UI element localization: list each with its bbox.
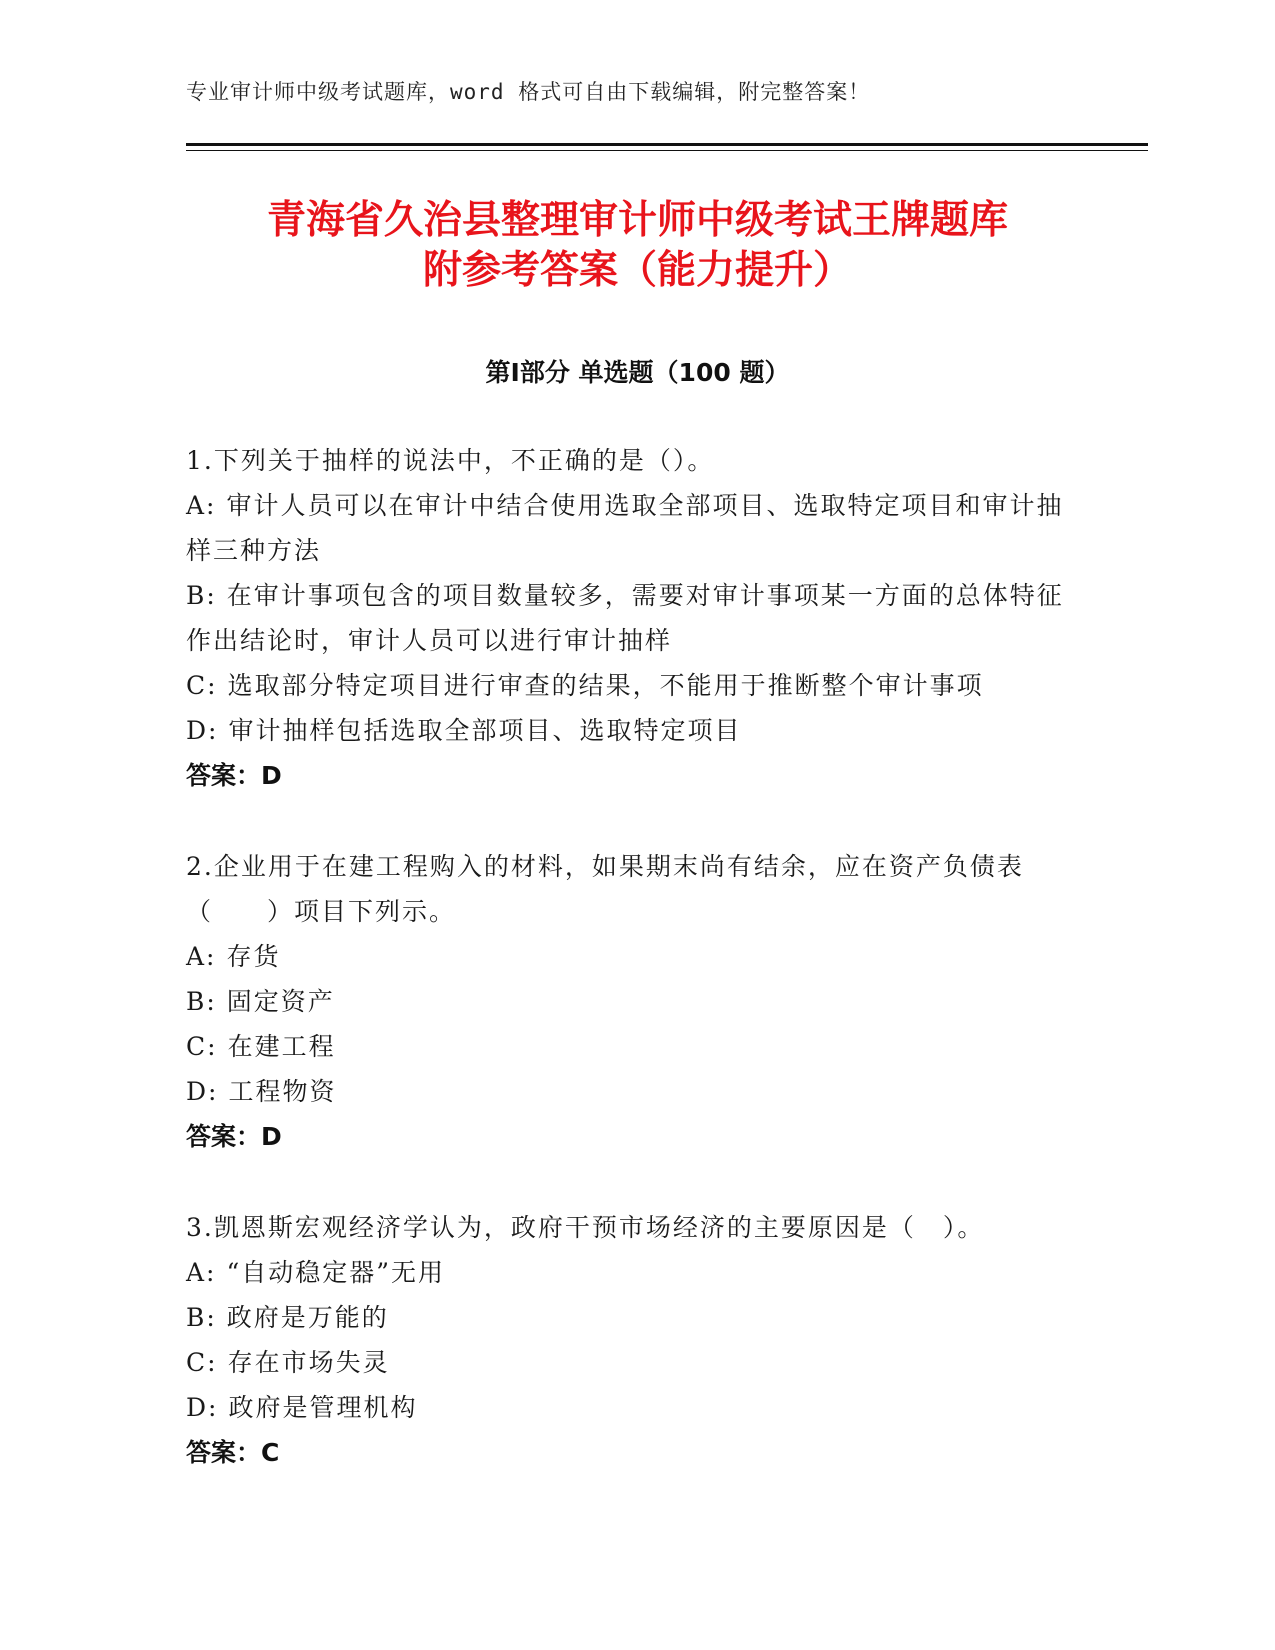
option-d	[186, 1069, 1066, 1114]
option-a	[186, 1250, 1066, 1295]
option-letter: A:	[186, 491, 217, 520]
option-c	[186, 1340, 1066, 1385]
question-3	[186, 1205, 1066, 1475]
option-text: 在建工程	[227, 1032, 336, 1061]
option-text: 政府是管理机构	[228, 1393, 418, 1422]
question-stem: 2.企业用于在建工程购入的材料，如果期末尚有结余，应在资产负债表（ ）项目下列示。	[186, 852, 1024, 926]
option-b	[186, 1295, 1066, 1340]
option-letter: A:	[186, 1258, 217, 1287]
answer: 答案：D	[186, 761, 282, 790]
option-text: 审计抽样包括选取全部项目、选取特定项目	[228, 716, 742, 745]
option-text: 在审计事项包含的项目数量较多，需要对审计事项某一方面的总体特征作出结论时，审计人员可以进行审计抽样	[186, 581, 1064, 655]
question-1	[186, 438, 1066, 798]
option-letter: D:	[186, 1393, 219, 1422]
question-list	[186, 438, 1066, 1521]
option-b	[186, 573, 1066, 663]
option-letter: B:	[186, 581, 217, 610]
option-c	[186, 1024, 1066, 1069]
option-c	[186, 663, 1066, 708]
document-title	[150, 196, 1125, 296]
option-text: “自动稳定器”无用	[226, 1258, 446, 1287]
option-letter: C:	[186, 671, 218, 700]
answer: 答案：C	[186, 1438, 280, 1467]
option-a	[186, 934, 1066, 979]
option-d	[186, 1385, 1066, 1430]
question-stem: 1.下列关于抽样的说法中，不正确的是（）。	[186, 446, 715, 475]
option-text: 政府是万能的	[226, 1303, 389, 1332]
question-stem: 3.凯恩斯宏观经济学认为，政府干预市场经济的主要原因是（ ）。	[186, 1213, 985, 1242]
option-b	[186, 979, 1066, 1024]
option-text: 工程物资	[228, 1077, 337, 1106]
header-rule-thick	[186, 143, 1148, 146]
option-d	[186, 708, 1066, 753]
answer: 答案：D	[186, 1122, 282, 1151]
option-letter: A:	[186, 942, 217, 971]
option-letter: C:	[186, 1032, 218, 1061]
option-text: 审计人员可以在审计中结合使用选取全部项目、选取特定项目和审计抽样三种方法	[186, 491, 1064, 565]
option-letter: D:	[186, 1077, 219, 1106]
header-rule-thin	[186, 150, 1148, 151]
question-2	[186, 844, 1066, 1159]
section-title: 第Ⅰ部分 单选题（100 题）	[485, 358, 790, 387]
title-line-1: 青海省久治县整理审计师中级考试王牌题库	[266, 198, 1008, 243]
option-text: 固定资产	[226, 987, 335, 1016]
option-letter: B:	[186, 1303, 217, 1332]
option-text: 存在市场失灵	[227, 1348, 390, 1377]
option-text: 选取部分特定项目进行审查的结果，不能用于推断整个审计事项	[227, 671, 984, 700]
option-letter: C:	[186, 1348, 218, 1377]
title-line-2: 附参考答案（能力提升）	[422, 248, 852, 293]
option-text: 存货	[226, 942, 281, 971]
header-note: 专业审计师中级考试题库，word 格式可自由下载编辑，附完整答案！	[186, 80, 871, 104]
option-letter: D:	[186, 716, 219, 745]
option-letter: B:	[186, 987, 217, 1016]
option-a	[186, 483, 1066, 573]
